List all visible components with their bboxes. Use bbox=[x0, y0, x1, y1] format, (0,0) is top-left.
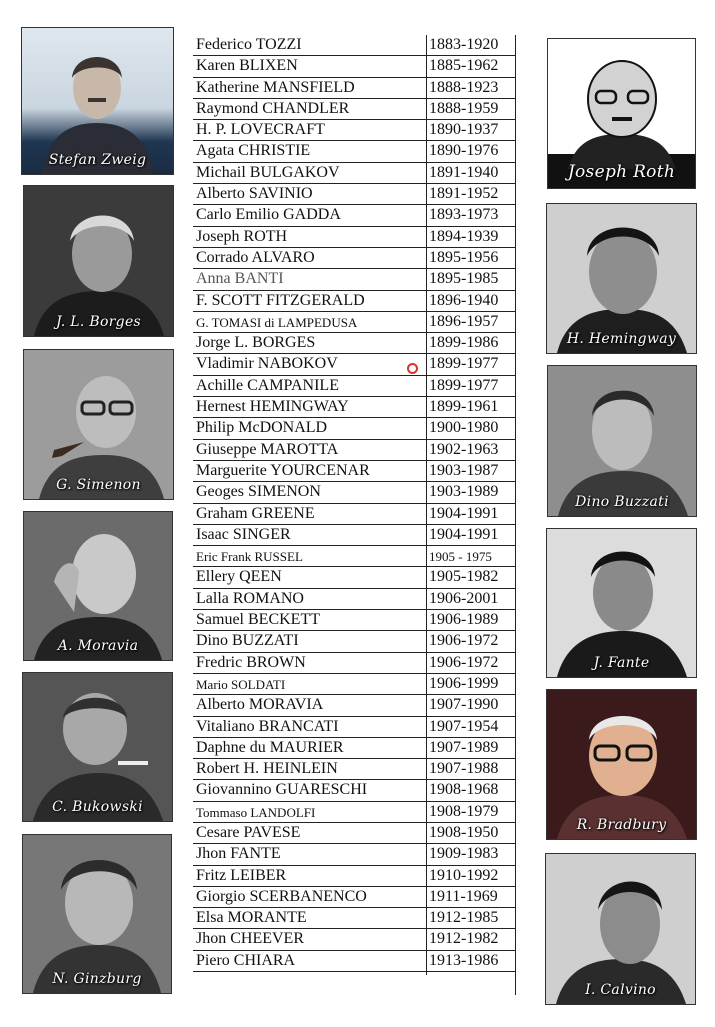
table-row bbox=[193, 823, 516, 844]
table-row bbox=[193, 397, 516, 418]
author-name: Geoges SIMENON bbox=[196, 483, 321, 501]
author-name: G. TOMASI di LAMPEDUSA bbox=[196, 314, 358, 330]
table-row bbox=[193, 461, 516, 482]
author-name: Jhon FANTE bbox=[196, 845, 281, 863]
author-years: 1894-1939 bbox=[429, 227, 499, 245]
author-name: Isaac SINGER bbox=[196, 525, 291, 543]
author-years: 1907-1990 bbox=[429, 696, 499, 714]
author-years: 1907-1954 bbox=[429, 717, 499, 735]
highlight-marker bbox=[407, 363, 418, 374]
portrait-caption: I. Calvino bbox=[585, 982, 656, 998]
author-name: Robert H. HEINLEIN bbox=[196, 760, 338, 778]
author-years: 1911-1969 bbox=[429, 887, 498, 905]
table-row bbox=[193, 653, 516, 674]
author-years: 1906-1989 bbox=[429, 611, 499, 629]
table-row bbox=[193, 141, 516, 162]
author-years: 1899-1977 bbox=[429, 376, 499, 394]
table-row bbox=[193, 738, 516, 759]
portrait-caption: Joseph Roth bbox=[567, 162, 676, 182]
table-row bbox=[193, 504, 516, 525]
author-years: 1890-1976 bbox=[429, 142, 499, 160]
portrait-caption: J. L. Borges bbox=[55, 314, 142, 330]
portrait-bradbury bbox=[546, 689, 697, 840]
author-years: 1883-1920 bbox=[429, 36, 499, 53]
table-row bbox=[193, 589, 516, 610]
author-years: 1895-1956 bbox=[429, 248, 499, 266]
author-years: 1907-1989 bbox=[429, 738, 499, 756]
author-name: Vladimir NABOKOV bbox=[196, 355, 338, 373]
author-years: 1912-1982 bbox=[429, 930, 499, 948]
table-row bbox=[193, 56, 516, 77]
table-row bbox=[193, 418, 516, 439]
author-name: Graham GREENE bbox=[196, 504, 315, 522]
author-years: 1903-1987 bbox=[429, 461, 499, 479]
portrait-caption: A. Moravia bbox=[57, 638, 139, 654]
author-years: 1905-1982 bbox=[429, 568, 499, 586]
author-years: 1908-1979 bbox=[429, 802, 499, 820]
table-row bbox=[193, 546, 516, 567]
portrait-dino-buzzati bbox=[547, 365, 697, 517]
author-years: 1912-1985 bbox=[429, 909, 499, 927]
author-name: Jhon CHEEVER bbox=[196, 930, 304, 948]
author-name: Alberto SAVINIO bbox=[196, 185, 313, 203]
table-row bbox=[193, 78, 516, 99]
author-name: Federico TOZZI bbox=[196, 36, 302, 53]
portrait-simenon bbox=[23, 349, 174, 500]
author-name: Eric Frank RUSSEL bbox=[196, 549, 303, 565]
table-row bbox=[193, 120, 516, 141]
table-row bbox=[193, 567, 516, 588]
author-name: Vitaliano BRANCATI bbox=[196, 717, 339, 735]
author-years: 1900-1980 bbox=[429, 419, 499, 437]
table-row bbox=[193, 525, 516, 546]
author-years: 1885-1962 bbox=[429, 57, 499, 75]
author-years: 1890-1937 bbox=[429, 121, 499, 139]
table-row bbox=[193, 482, 516, 503]
author-years: 1906-1972 bbox=[429, 632, 499, 650]
author-name: Karen BLIXEN bbox=[196, 57, 298, 75]
author-years: 1906-2001 bbox=[429, 589, 499, 607]
table-row bbox=[193, 610, 516, 631]
table-row bbox=[193, 205, 516, 226]
author-years: 1904-1991 bbox=[429, 504, 499, 522]
author-years: 1888-1959 bbox=[429, 99, 499, 117]
author-name: Giovannino GUARESCHI bbox=[196, 781, 368, 799]
author-years: 1888-1923 bbox=[429, 78, 499, 96]
author-name: Michail BULGAKOV bbox=[196, 163, 340, 181]
table-row bbox=[193, 99, 516, 120]
portrait-caption: N. Ginzburg bbox=[52, 971, 142, 987]
table-row bbox=[193, 929, 516, 950]
author-years: 1905 - 1975 bbox=[429, 549, 492, 565]
author-years: 1891-1940 bbox=[429, 163, 499, 181]
author-name: Piero CHIARA bbox=[196, 951, 296, 969]
author-name: Lalla ROMANO bbox=[196, 589, 304, 607]
author-years: 1891-1952 bbox=[429, 185, 499, 203]
portrait-caption: J. Fante bbox=[593, 655, 650, 671]
portrait-calvino bbox=[545, 853, 696, 1005]
author-name: Raymond CHANDLER bbox=[196, 99, 350, 117]
author-years: 1893-1973 bbox=[429, 206, 499, 224]
author-years: 1899-1961 bbox=[429, 398, 499, 416]
table-row bbox=[193, 780, 516, 801]
author-years: 1906-1999 bbox=[429, 674, 499, 692]
author-years: 1899-1986 bbox=[429, 334, 499, 352]
author-years: 1910-1992 bbox=[429, 866, 499, 884]
author-name: F. SCOTT FITZGERALD bbox=[196, 291, 365, 309]
table-row bbox=[193, 354, 516, 375]
table-row bbox=[193, 844, 516, 865]
author-name: Fredric BROWN bbox=[196, 653, 306, 671]
author-name: Fritz LEIBER bbox=[196, 866, 287, 884]
portrait-hemingway bbox=[546, 203, 697, 354]
portrait-ginzburg bbox=[22, 834, 172, 994]
author-years: 1904-1991 bbox=[429, 525, 499, 543]
table-row bbox=[193, 312, 516, 333]
table-row bbox=[193, 227, 516, 248]
author-name: Tommaso LANDOLFI bbox=[196, 804, 316, 820]
author-name: Mario SOLDATI bbox=[196, 676, 286, 692]
table-row bbox=[193, 631, 516, 652]
author-years: 1906-1972 bbox=[429, 653, 499, 671]
author-years: 1899-1977 bbox=[429, 355, 499, 373]
table-row bbox=[193, 248, 516, 269]
author-years: 1903-1989 bbox=[429, 483, 499, 501]
portrait-moravia bbox=[23, 511, 173, 661]
portrait-fante bbox=[546, 528, 697, 678]
author-name: Philip McDONALD bbox=[196, 419, 328, 437]
author-name: H. P. LOVECRAFT bbox=[196, 121, 325, 139]
author-name: Ellery QEEN bbox=[196, 568, 282, 586]
table-row bbox=[193, 291, 516, 312]
author-name: Alberto MORAVIA bbox=[196, 696, 324, 714]
authors-table bbox=[193, 35, 516, 972]
author-name: Elsa MORANTE bbox=[196, 909, 307, 927]
author-name: Corrado ALVARO bbox=[196, 248, 315, 266]
author-years: 1908-1968 bbox=[429, 781, 499, 799]
portrait-borges bbox=[23, 185, 174, 337]
author-name: Agata CHRISTIE bbox=[196, 142, 311, 160]
portrait-stefan-zweig bbox=[21, 27, 174, 175]
portrait-caption: Dino Buzzati bbox=[575, 494, 669, 510]
author-name: Carlo Emilio GADDA bbox=[196, 206, 341, 224]
table-row bbox=[193, 376, 516, 397]
table-row bbox=[193, 674, 516, 695]
author-years: 1908-1950 bbox=[429, 823, 499, 841]
portrait-bukowski bbox=[22, 672, 173, 822]
table-row bbox=[193, 269, 516, 290]
portrait-joseph-roth bbox=[547, 38, 696, 189]
face-icon bbox=[23, 835, 171, 993]
table-row bbox=[193, 759, 516, 780]
author-years: 1896-1957 bbox=[429, 312, 499, 330]
author-name: Giuseppe MAROTTA bbox=[196, 440, 339, 458]
author-name: Joseph ROTH bbox=[196, 227, 288, 245]
table-row bbox=[193, 717, 516, 738]
author-years: 1913-1986 bbox=[429, 951, 499, 969]
author-name: Jorge L. BORGES bbox=[196, 334, 316, 352]
table-row bbox=[193, 802, 516, 823]
portrait-caption: H. Hemingway bbox=[566, 331, 677, 347]
author-name: Giorgio SCERBANENCO bbox=[196, 887, 367, 905]
author-years: 1907-1988 bbox=[429, 760, 499, 778]
author-years: 1902-1963 bbox=[429, 440, 499, 458]
table-row bbox=[193, 887, 516, 908]
author-years: 1895-1985 bbox=[429, 270, 499, 288]
table-row bbox=[193, 866, 516, 887]
portrait-caption: Stefan Zweig bbox=[48, 152, 147, 168]
table-row bbox=[193, 908, 516, 929]
author-name: Daphne du MAURIER bbox=[196, 738, 344, 756]
portrait-caption: R. Bradbury bbox=[576, 817, 667, 833]
author-name: Anna BANTI bbox=[196, 270, 284, 288]
table-row bbox=[193, 440, 516, 461]
table-row bbox=[193, 695, 516, 716]
table-row bbox=[193, 35, 516, 56]
portrait-caption: C. Bukowski bbox=[52, 799, 143, 815]
author-name: Katherine MANSFIELD bbox=[196, 78, 355, 96]
author-name: Cesare PAVESE bbox=[196, 823, 301, 841]
author-name: Achille CAMPANILE bbox=[196, 376, 339, 394]
portrait-caption: G. Simenon bbox=[56, 477, 141, 493]
table-row bbox=[193, 163, 516, 184]
author-name: Samuel BECKETT bbox=[196, 611, 320, 629]
author-years: 1896-1940 bbox=[429, 291, 499, 309]
table-row bbox=[193, 333, 516, 354]
table-row bbox=[193, 951, 516, 972]
author-years: 1909-1983 bbox=[429, 845, 499, 863]
author-name: Dino BUZZATI bbox=[196, 632, 299, 650]
author-name: Hernest HEMINGWAY bbox=[196, 398, 349, 416]
table-row bbox=[193, 184, 516, 205]
author-name: Marguerite YOURCENAR bbox=[196, 461, 370, 479]
